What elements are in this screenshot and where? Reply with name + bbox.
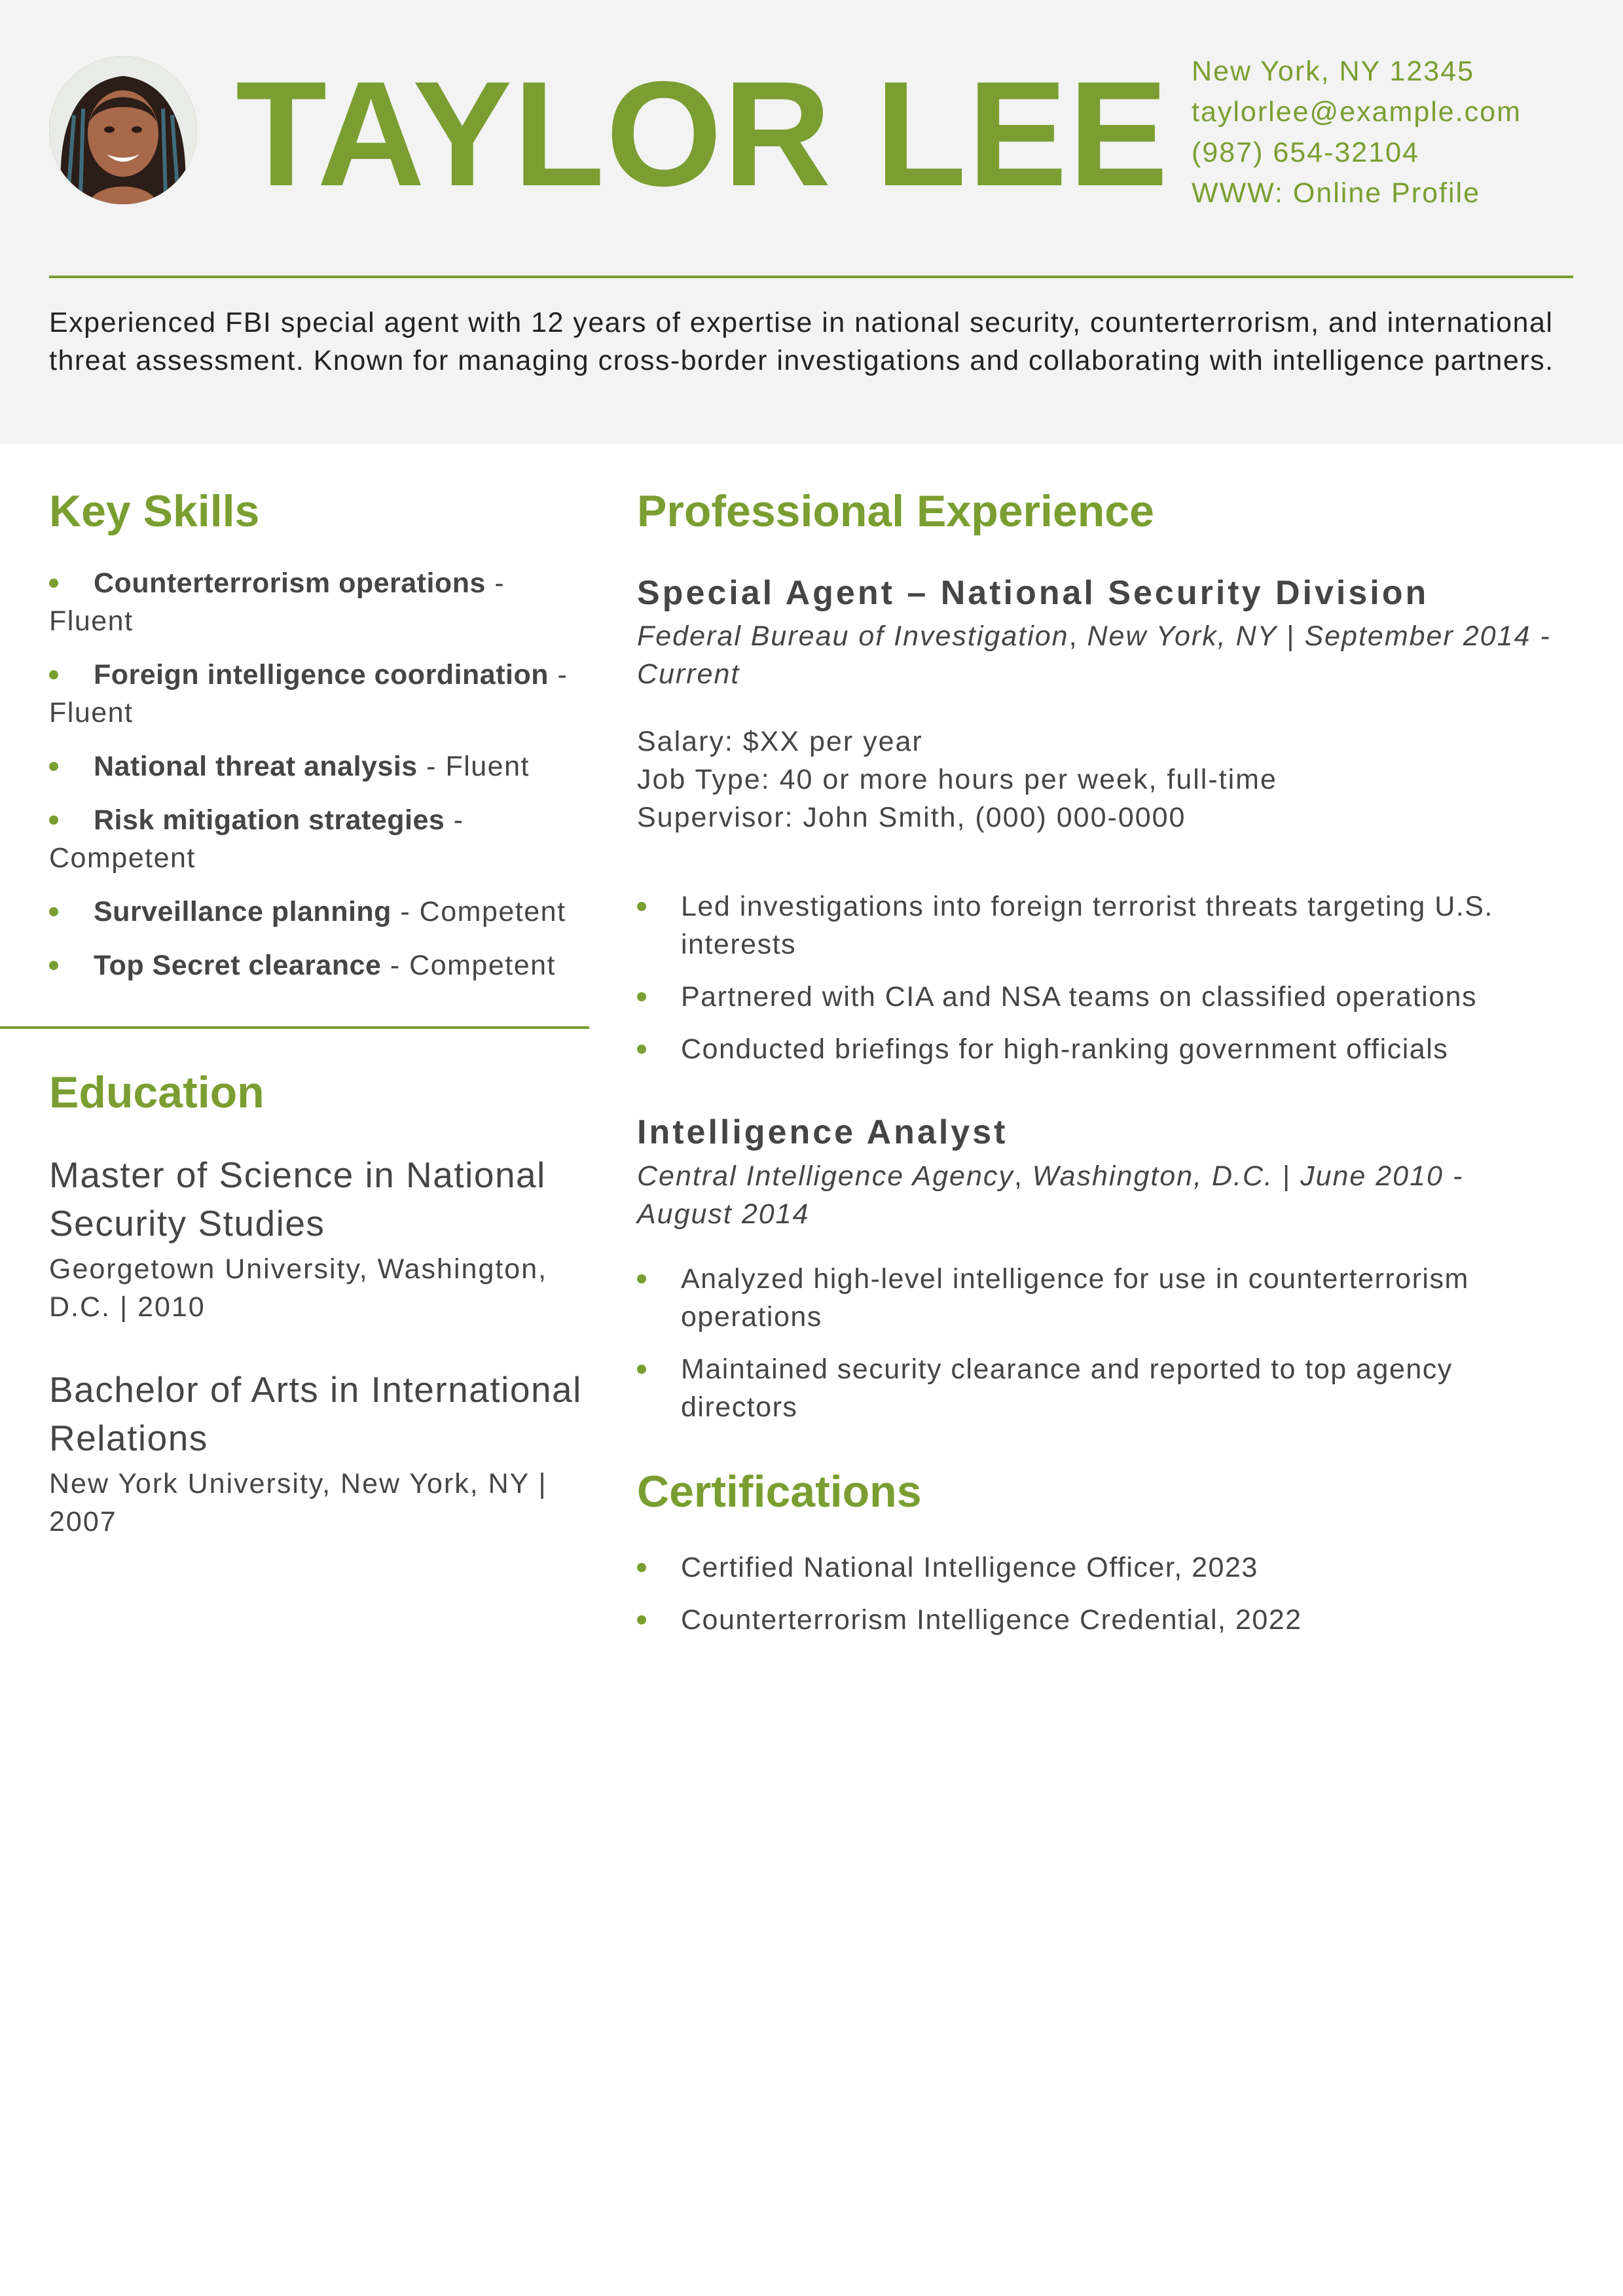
experience-heading: Professional Experience (637, 486, 1154, 536)
contact-location: New York, NY 12345 (1192, 56, 1475, 87)
candidate-name: TAYLOR LEE (236, 51, 1170, 217)
job-bullets (637, 888, 1560, 1083)
bullet-icon (637, 992, 646, 1001)
skill-level: Fluent (445, 751, 530, 782)
bullet-icon (637, 1045, 646, 1054)
contact-website[interactable]: WWW: Online Profile (1192, 177, 1480, 209)
skills-divider (0, 1026, 589, 1029)
contact-phone[interactable]: (987) 654-32104 (1192, 137, 1419, 168)
skill-item: Counterterrorism operations - Fluent (49, 567, 505, 637)
job-employer: Federal Bureau of Investigation (637, 620, 1069, 652)
bullet-text: Maintained security clearance and reported to top agency directors (681, 1354, 1453, 1423)
job-employer: Central Intelligence Agency (637, 1160, 1014, 1192)
certification-text: Certified National Intelligence Officer, 2023 (681, 1552, 1258, 1583)
job-meta: Federal Bureau of Investigation, New York, NY | September 2014 - Current (637, 620, 1551, 690)
certifications-heading: Certifications (637, 1467, 922, 1516)
bullet-icon (49, 961, 58, 970)
list-item (637, 1030, 1560, 1068)
bullet-icon (49, 762, 58, 771)
profile-photo (49, 56, 197, 204)
bullet-icon (637, 902, 646, 911)
bullet-text: Partnered with CIA and NSA teams on classified operations (681, 981, 1478, 1013)
skill-item: National threat analysis - Fluent (49, 747, 586, 785)
job-meta: Central Intelligence Agency, Washington, D.C. | June 2010 - August 2014 (637, 1160, 1464, 1230)
skill-name: Counterterrorism operations (94, 567, 486, 599)
certification-text: Counterterrorism Intelligence Credential, 2022 (681, 1604, 1302, 1636)
skill-level: Competent (49, 842, 196, 874)
bullet-icon (637, 1365, 646, 1374)
skill-level: Fluent (49, 697, 134, 728)
skill-item: Surveillance planning - Competent (49, 893, 586, 931)
education-school: New York University, New York, NY | 2007 (49, 1468, 547, 1537)
list-item (637, 1601, 1560, 1639)
job-dates: September 2014 - Current (637, 620, 1551, 690)
contact-block (1192, 51, 1522, 213)
skill-item: Foreign intelligence coordination - Fluent (49, 659, 568, 728)
bullet-icon (637, 1274, 646, 1283)
bullet-icon (637, 1563, 646, 1572)
skill-level: Competent (419, 896, 566, 927)
skill-level: Fluent (49, 605, 134, 637)
bullet-text: Led investigations into foreign terrorist threats targeting U.S. interests (681, 891, 1493, 960)
list-item (637, 1350, 1560, 1426)
job-title: Intelligence Analyst (637, 1113, 1008, 1151)
education-heading: Education (49, 1067, 264, 1117)
job-title: Special Agent – National Security Division (637, 574, 1429, 612)
education-degree: Bachelor of Arts in International Relations (49, 1369, 582, 1458)
skill-name: National threat analysis (94, 751, 418, 782)
list-item (637, 978, 1560, 1016)
job-bullets (637, 1260, 1560, 1441)
bullet-icon (49, 816, 58, 825)
skill-name: Foreign intelligence coordination (94, 659, 549, 691)
job-dates: June 2010 - August 2014 (637, 1160, 1464, 1230)
bullet-text: Conducted briefings for high-ranking government officials (681, 1033, 1449, 1065)
list-item (637, 1260, 1560, 1336)
contact-email[interactable]: taylorlee@example.com (1192, 96, 1522, 128)
job-location: New York, NY (1087, 620, 1278, 652)
list-item (637, 888, 1560, 963)
bullet-text: Analyzed high-level intelligence for use in counterterrorism operations (681, 1263, 1469, 1333)
skill-item: Top Secret clearance - Competent (49, 946, 586, 984)
header-divider (49, 276, 1573, 278)
skill-level: Competent (409, 950, 556, 981)
job-supervisor: Supervisor: John Smith, (000) 000-0000 (637, 802, 1186, 833)
job-location: Washington, D.C. (1032, 1160, 1273, 1192)
skills-list (49, 564, 586, 1000)
skill-name: Top Secret clearance (94, 950, 382, 981)
job-type: Job Type: 40 or more hours per week, full-time (637, 764, 1277, 795)
job-salary: Salary: $XX per year (637, 726, 923, 757)
skill-name: Risk mitigation strategies (94, 804, 445, 836)
education-school: Georgetown University, Washington, D.C. | 2010 (49, 1253, 548, 1323)
bullet-icon (49, 670, 58, 679)
bullet-icon (49, 907, 58, 916)
skill-name: Surveillance planning (94, 896, 392, 927)
education-degree: Master of Science in National Security Studies (49, 1155, 546, 1244)
skills-heading: Key Skills (49, 486, 260, 536)
professional-summary: Experienced FBI special agent with 12 years of expertise in national security, counterterrorism, and international threat assessment. Known for managing cross-border investigations and collaborating with intelligence partners. (49, 307, 1554, 376)
list-item (637, 1549, 1560, 1587)
certifications-list (637, 1549, 1560, 1653)
skill-item: Risk mitigation strategies - Competent (49, 804, 464, 874)
bullet-icon (637, 1615, 646, 1624)
bullet-icon (49, 579, 58, 588)
